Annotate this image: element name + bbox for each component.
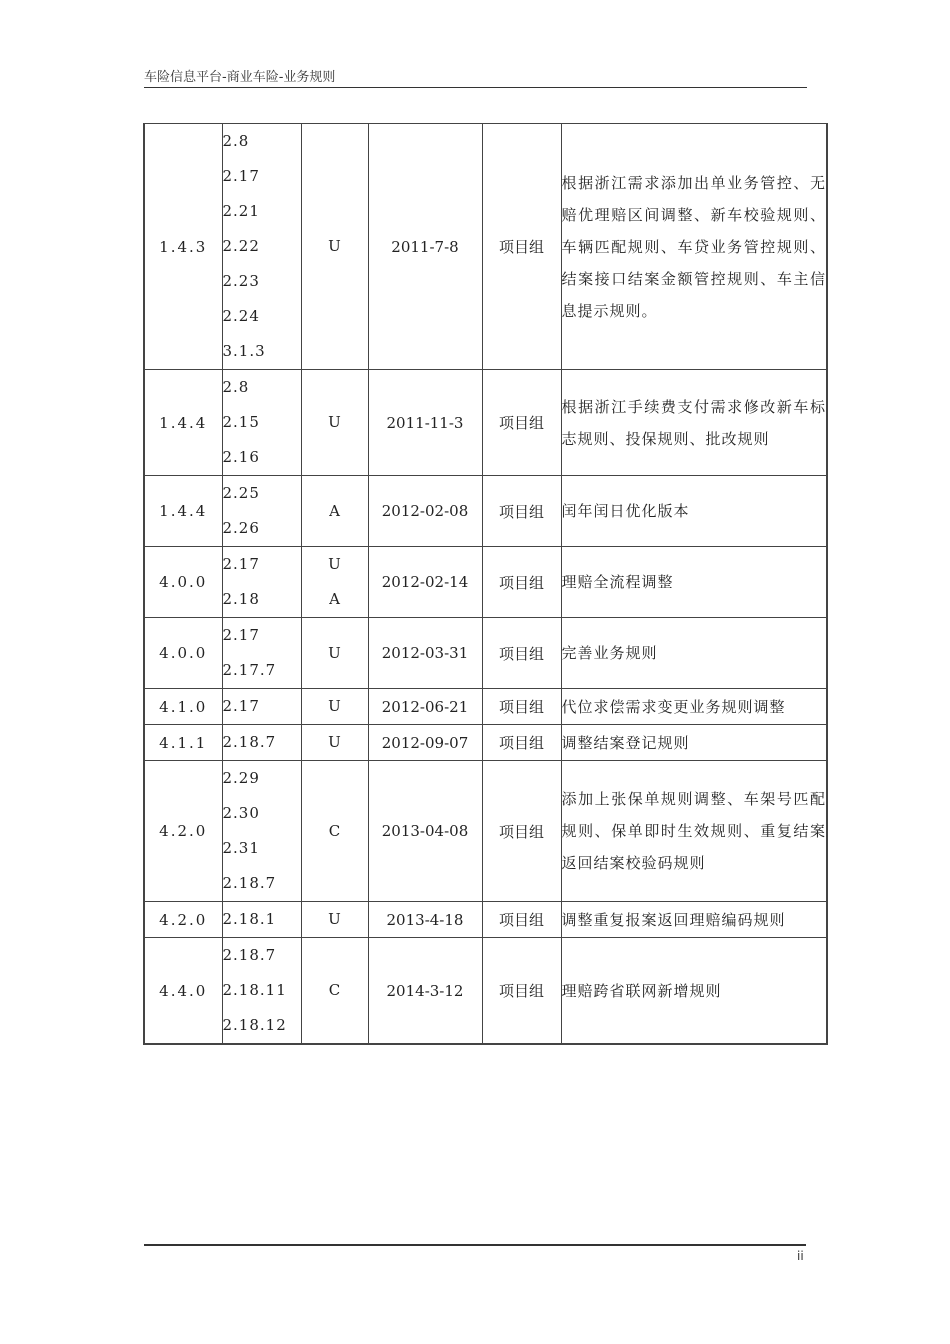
description-text: 理赔全流程调整 <box>561 573 674 591</box>
revision-history-table <box>143 123 828 1045</box>
document-header-title: 车险信息平台-商业车险-业务规则 <box>144 70 336 85</box>
footer-divider <box>144 1244 806 1246</box>
version-cell <box>144 124 222 370</box>
section-number: 2.17.7 <box>222 661 277 679</box>
change-type-cell <box>301 124 368 370</box>
author-cell: 项目组 <box>482 761 561 902</box>
date-cell: 2011-7-8 <box>368 124 482 370</box>
table-row <box>144 618 827 689</box>
header-divider <box>144 87 807 88</box>
sections-cell <box>222 476 301 547</box>
author-cell: 项目组 <box>482 370 561 476</box>
version-text: 4.1.0 <box>159 697 208 716</box>
section-number: 3.1.3 <box>222 342 266 360</box>
sections-cell <box>222 547 301 618</box>
section-number: 2.8 <box>222 132 250 150</box>
description-text: 理赔跨省联网新增规则 <box>561 981 722 1000</box>
section-number: 2.26 <box>222 519 260 537</box>
author-cell: 项目组 <box>482 476 561 547</box>
version-text: 4.2.0 <box>159 910 208 929</box>
section-number: 2.30 <box>222 804 260 822</box>
section-number: 2.8 <box>222 378 250 396</box>
table-row <box>144 938 827 1045</box>
description-cell <box>561 689 827 725</box>
change-type-cell <box>301 618 368 689</box>
version-cell <box>144 761 222 902</box>
section-number: 2.18.7 <box>222 733 277 751</box>
sections-cell <box>222 618 301 689</box>
date-cell: 2014-3-12 <box>368 938 482 1045</box>
author-cell: 项目组 <box>482 725 561 761</box>
author-cell: 项目组 <box>482 689 561 725</box>
sections-cell <box>222 689 301 725</box>
change-type: U <box>328 555 341 573</box>
version-cell <box>144 370 222 476</box>
section-number: 2.17 <box>222 167 260 185</box>
change-type-cell <box>301 547 368 618</box>
sections-cell <box>222 902 301 938</box>
description-text: 添加上张保单规则调整、车架号匹配规则、保单即时生效规则、重复结案返回结案校验码规则 <box>561 790 826 872</box>
table-row <box>144 725 827 761</box>
section-number: 2.18.12 <box>222 1016 287 1034</box>
author-cell: 项目组 <box>482 547 561 618</box>
description-text: 根据浙江需求添加出单业务管控、无赔优理赔区间调整、新车校验规则、车辆匹配规则、车贷业务管控规则、结案接口结案金额管控规则、车主信息提示规则。 <box>561 173 826 320</box>
change-type-cell <box>301 725 368 761</box>
change-type-cell <box>301 761 368 902</box>
section-number: 2.18.11 <box>222 981 287 999</box>
sections-cell <box>222 725 301 761</box>
version-cell <box>144 476 222 547</box>
version-text: 4.4.0 <box>159 981 208 1000</box>
description-text: 代位求偿需求变更业务规则调整 <box>561 697 786 716</box>
sections-cell <box>222 370 301 476</box>
author-cell: 项目组 <box>482 938 561 1045</box>
table-row <box>144 124 827 370</box>
change-type: U <box>328 910 341 928</box>
date-cell: 2013-04-08 <box>368 761 482 902</box>
description-text: 闰年闰日优化版本 <box>561 502 690 520</box>
description-cell <box>561 547 827 618</box>
table-row <box>144 902 827 938</box>
change-type-cell <box>301 938 368 1045</box>
sections-cell <box>222 938 301 1045</box>
description-text: 根据浙江手续费支付需求修改新车标志规则、投保规则、批改规则 <box>561 397 826 448</box>
table-row <box>144 370 827 476</box>
description-cell <box>561 370 827 476</box>
table-row <box>144 689 827 725</box>
author-cell: 项目组 <box>482 124 561 370</box>
version-cell <box>144 902 222 938</box>
table-row <box>144 761 827 902</box>
section-number: 2.25 <box>222 484 260 502</box>
table-row <box>144 547 827 618</box>
section-number: 2.17 <box>222 697 260 715</box>
description-cell <box>561 938 827 1045</box>
section-number: 2.17 <box>222 555 260 573</box>
change-type: U <box>328 643 341 662</box>
description-cell <box>561 725 827 761</box>
change-type: U <box>328 733 341 751</box>
section-number: 2.31 <box>222 839 260 857</box>
change-type: U <box>328 697 341 715</box>
version-cell <box>144 618 222 689</box>
section-number: 2.21 <box>222 202 260 220</box>
version-cell <box>144 689 222 725</box>
change-type-cell <box>301 689 368 725</box>
date-cell: 2012-03-31 <box>368 618 482 689</box>
description-text: 完善业务规则 <box>561 644 658 662</box>
version-cell <box>144 938 222 1045</box>
date-cell: 2012-09-07 <box>368 725 482 761</box>
version-text: 4.1.1 <box>159 733 208 752</box>
version-text: 4.2.0 <box>159 822 208 840</box>
author-cell: 项目组 <box>482 618 561 689</box>
section-number: 2.24 <box>222 307 260 325</box>
section-number: 2.18.7 <box>222 874 277 892</box>
change-type: A <box>329 590 340 608</box>
section-number: 2.23 <box>222 272 260 290</box>
version-text: 4.0.0 <box>159 573 208 591</box>
version-cell <box>144 547 222 618</box>
description-text: 调整重复报案返回理赔编码规则 <box>561 910 786 929</box>
version-text: 1.4.3 <box>159 237 208 256</box>
date-cell: 2013-4-18 <box>368 902 482 938</box>
sections-cell <box>222 761 301 902</box>
description-text: 调整结案登记规则 <box>561 733 690 752</box>
section-number: 2.17 <box>222 626 260 644</box>
description-cell <box>561 902 827 938</box>
change-type: U <box>328 413 341 431</box>
section-number: 2.15 <box>222 413 260 431</box>
section-number: 2.18 <box>222 590 260 608</box>
description-cell <box>561 618 827 689</box>
change-type: U <box>328 237 341 255</box>
section-number: 2.22 <box>222 237 260 255</box>
date-cell: 2012-06-21 <box>368 689 482 725</box>
change-type: C <box>328 981 341 999</box>
change-type-cell <box>301 476 368 547</box>
table-row <box>144 476 827 547</box>
section-number: 2.18.7 <box>222 946 277 964</box>
version-text: 1.4.4 <box>159 502 208 520</box>
version-text: 4.0.0 <box>159 644 208 662</box>
version-text: 1.4.4 <box>159 413 208 432</box>
page-number: ii <box>797 1249 804 1263</box>
section-number: 2.29 <box>222 769 260 787</box>
sections-cell <box>222 124 301 370</box>
date-cell: 2011-11-3 <box>368 370 482 476</box>
description-cell <box>561 476 827 547</box>
change-type: A <box>329 501 340 520</box>
section-number: 2.16 <box>222 448 260 466</box>
version-cell <box>144 725 222 761</box>
description-cell <box>561 124 827 370</box>
change-type-cell <box>301 902 368 938</box>
change-type-cell <box>301 370 368 476</box>
date-cell: 2012-02-14 <box>368 547 482 618</box>
section-number: 2.18.1 <box>222 910 277 928</box>
description-cell <box>561 761 827 902</box>
change-type: C <box>328 821 341 840</box>
date-cell: 2012-02-08 <box>368 476 482 547</box>
author-cell: 项目组 <box>482 902 561 938</box>
